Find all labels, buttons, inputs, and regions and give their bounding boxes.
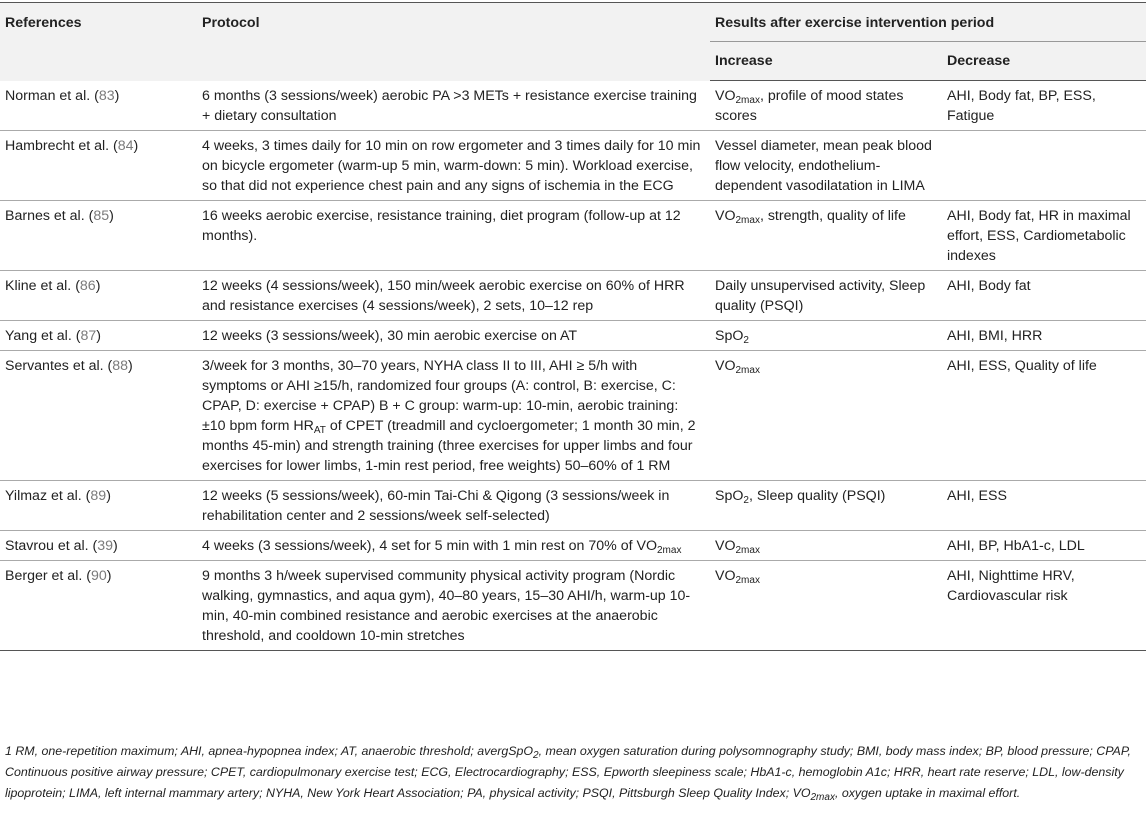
table-body <box>0 81 1146 651</box>
table-row <box>0 271 1146 321</box>
table-row <box>0 531 1146 561</box>
table-row <box>0 81 1146 131</box>
table-row <box>0 561 1146 651</box>
table-row <box>0 321 1146 351</box>
subscript: 2 <box>743 495 749 506</box>
subscript: AT <box>313 425 326 436</box>
cell-protocol: 9 months 3 h/week supervised community physical activity program (Nordic walking, gymnastics, and aqua gym), 40–80 years, 15–30 AHI/h, warm-up 10-min, 40-min combined resistance and aerobic exercises at the anaerobic threshold, and cooldown 10-min stretches <box>197 561 710 651</box>
subscript: 2max <box>810 792 835 803</box>
citation-link[interactable]: 89 <box>90 488 107 504</box>
cell-reference: Servantes et al. (88) <box>0 351 197 481</box>
subscript: 2max <box>735 215 760 226</box>
cell-protocol: 16 weeks aerobic exercise, resistance training, diet program (follow-up at 12 months). <box>197 201 710 271</box>
cell-increase: Vessel diameter, mean peak blood flow velocity, endothelium-dependent vasodilatation in LIMA <box>710 131 942 201</box>
cell-decrease: AHI, ESS <box>942 481 1146 531</box>
cell-reference: Norman et al. (83) <box>0 81 197 131</box>
cell-reference: Yilmaz et al. (89) <box>0 481 197 531</box>
cell-decrease: AHI, BMI, HRR <box>942 321 1146 351</box>
cell-decrease: AHI, Nighttime HRV, Cardiovascular risk <box>942 561 1146 651</box>
citation-link[interactable]: 39 <box>97 538 114 554</box>
subscript: 2 <box>533 750 539 761</box>
header-decrease: Decrease <box>942 42 1146 81</box>
cell-increase: $VO_{2max}$ <box>710 351 942 481</box>
cell-increase: SpO$_2$, Sleep quality (PSQI) <box>710 481 942 531</box>
citation-link[interactable]: 88 <box>112 358 129 374</box>
cell-decrease: AHI, ESS, Quality of life <box>942 351 1146 481</box>
cell-increase: $VO_{2max}$ <box>710 561 942 651</box>
citation-link[interactable]: 87 <box>80 328 97 344</box>
cell-protocol: 12 weeks (5 sessions/week), 60-min Tai-Chi & Qigong (3 sessions/week in rehabilitation center and 2 sessions/week self-selected) <box>197 481 710 531</box>
subscript: 2max <box>735 575 760 586</box>
subscript: 2max <box>735 365 760 376</box>
cell-increase: $VO_{2max}$ <box>710 531 942 561</box>
cell-protocol: 6 months (3 sessions/week) aerobic PA >3 METs + resistance exercise training + dietary consultation <box>197 81 710 131</box>
citation-link[interactable]: 90 <box>90 568 107 584</box>
cell-increase: $VO_{2max}$, strength, quality of life <box>710 201 942 271</box>
header-protocol: Protocol <box>197 3 710 81</box>
cell-decrease: AHI, Body fat, BP, ESS, Fatigue <box>942 81 1146 131</box>
cell-decrease: AHI, BP, HbA1-c, LDL <box>942 531 1146 561</box>
citation-link[interactable]: 86 <box>79 278 96 294</box>
cell-reference: Hambrecht et al. (84) <box>0 131 197 201</box>
cell-increase: Daily unsupervised activity, Sleep quality (PSQI) <box>710 271 942 321</box>
citation-link[interactable]: 83 <box>98 87 115 104</box>
subscript: 2max <box>656 545 682 556</box>
table-header <box>0 3 1146 81</box>
citation-link[interactable]: 84 <box>117 138 134 154</box>
citation-link[interactable]: 85 <box>93 208 110 224</box>
cell-decrease: AHI, Body fat <box>942 271 1146 321</box>
cell-reference: Yang et al. (87) <box>0 321 197 351</box>
cell-reference: Berger et al. (90) <box>0 561 197 651</box>
subscript: 2 <box>743 335 749 346</box>
cell-reference: Barnes et al. (85) <box>0 201 197 271</box>
cell-increase: SpO$_2$ <box>710 321 942 351</box>
cell-reference: Stavrou et al. (39) <box>0 531 197 561</box>
cell-decrease <box>942 131 1146 201</box>
table-row <box>0 201 1146 271</box>
header-increase: Increase <box>710 42 942 81</box>
table-row <box>0 131 1146 201</box>
header-results-group: Results after exercise intervention period <box>710 3 1146 42</box>
cell-protocol: 4 weeks (3 sessions/week), 4 set for 5 min with 1 min rest on 70% of $VO_{2max}$ <box>197 531 710 561</box>
subscript: 2max <box>735 95 760 106</box>
cell-protocol: 12 weeks (4 sessions/week), 150 min/week aerobic exercise on 60% of HRR and resistance exercises (4 sessions/week), 2 sets, 10–12 rep <box>197 271 710 321</box>
cell-protocol: 12 weeks (3 sessions/week), 30 min aerobic exercise on AT <box>197 321 710 351</box>
cell-protocol: 4 weeks, 3 times daily for 10 min on row ergometer and 3 times daily for 10 min on bicycle ergometer (warm-up 5 min, warm-down: 5 min). Workload exercise, so that did not experience chest pain and any signs of ischemia in the ECG <box>197 131 710 201</box>
cell-increase: $VO_{2max}$, profile of mood states scores <box>710 81 942 131</box>
table-footnote: 1 RM, one-repetition maximum; AHI, apnea-hypopnea index; AT, anaerobic threshold; avergSpO$_2$, mean oxygen saturation during polysomnography study; BMI, body mass index; BP, blood pressure; CPAP, Continuous positive airway pressure; CPET, cardiopulmonary exercise test; ECG, Electrocardiography; ESS, Epworth sleepiness scale; HbA1-c, hemoglobin A1c; HRR, heart rate reserve; LDL, low-density lipoprotein; LIMA, left internal mammary artery; NYHA, New York Heart Association; PA, physical activity; PSQI, Pittsburgh Sleep Quality Index; $VO_{2max}$, oxygen uptake in maximal effort. <box>5 744 1131 803</box>
cell-protocol: 3/week for 3 months, 30–70 years, NYHA class II to III, AHI ≥ 5/h with symptoms or AHI ≥15/h, randomized four groups (A: control, B: exercise, C: CPAP, D: exercise + CPAP) B + C group: warm-up: 10-min, aerobic training: ±10 bpm form $HR_{AT}$ of CPET (treadmill and cycloergometer; 1 month 30 min, 2 months 45-min) and strength training (three exercises for upper limbs and four exercises for lower limbs, 1-min rest period, free weights) 50–60% of 1 RM <box>197 351 710 481</box>
header-references: References <box>0 3 197 81</box>
subscript: 2max <box>735 545 760 556</box>
table-row <box>0 481 1146 531</box>
results-table <box>0 2 1146 651</box>
table-row <box>0 351 1146 481</box>
cell-decrease: AHI, Body fat, HR in maximal effort, ESS, Cardiometabolic indexes <box>942 201 1146 271</box>
cell-reference: Kline et al. (86) <box>0 271 197 321</box>
